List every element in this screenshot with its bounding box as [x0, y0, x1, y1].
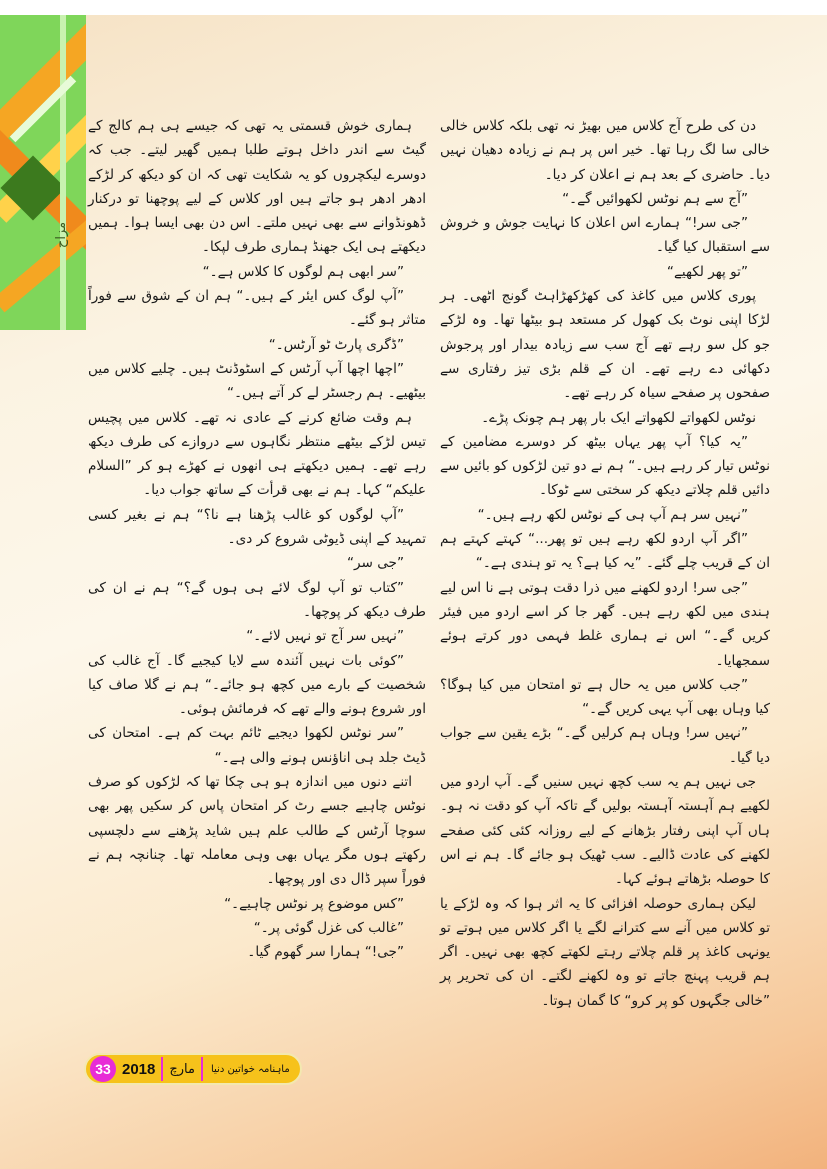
dialogue-paragraph: ”کوئی بات نہیں آئندہ سے لایا کیجیے گا۔ آج غالب کی شخصیت کے بارے میں کچھ ہو جائے۔“ ہم نے گلا صاف کیا اور شروع ہونے والے تھے کہ فرمائش ہوئی۔	[88, 652, 426, 718]
paragraph: اتنے دنوں میں اندازہ ہو ہی چکا تھا کہ لڑکوں کو صرف نوٹس چاہیے جسے رٹ کر امتحان پاس کر سکیں پھر بھی سوچا آرٹس کے طالب علم ہیں شاید پڑھنے سے دلچسپی رکھتے ہوں مگر یہاں بھی وہی معاملہ تھا۔ چنانچہ ہم نے فوراً سپر ڈال دی اور پوچھا۔	[88, 774, 426, 888]
dialogue-paragraph: ”اچھا اچھا آپ آرٹس کے اسٹوڈنٹ ہیں۔ چلیے کلاس میں بیٹھیے۔ ہم رجسٹر لے کر آتے ہیں۔“	[88, 360, 426, 402]
article-column-right	[440, 114, 770, 1013]
paragraph: لیکن ہماری حوصلہ افزائی کا یہ اثر ہوا کہ وہ لڑکے یا تو کلاس میں آنے سے کترانے لگے یا اگر کلاس میں ہوتے تو یونہی کاغذ پر قلم چلاتے رہتے لکھتے کچھ بھی نہیں۔ اگر ہم قریب پہنچ جاتے تو وہ لکھنے لگتے۔ ان کی تحریر پر ”خالی جگہوں کو پر کرو“ کا گمان ہوتا۔	[440, 895, 770, 1009]
dialogue-paragraph: ”آج سے ہم نوٹس لکھوائیں گے۔“	[562, 190, 748, 207]
paragraph: دن کی طرح آج کلاس میں بھیڑ نہ تھی بلکہ کلاس خالی خالی سا لگ رہا تھا۔ خیر اس پر ہم نے زیادہ دھیان نہیں دیا۔ حاضری کے بعد ہم نے اعلان کر دیا۔	[440, 118, 770, 183]
paragraph: ہماری خوش قسمتی یہ تھی کہ جیسے ہی ہم کالج کے گیٹ سے اندر داخل ہوتے طلبا ہمیں گھیر لیتے۔ جب کہ دوسرے لیکچروں کو یہ شکایت تھی کہ ان کو دیکھ کر لڑکے ادھر ادھر ہو جاتے ہیں اور کلاس کے لیے پوچھنا تو درکنار ڈھونڈوانے سے بھی نہیں ملتے۔ اس دن بھی ایسا ہوا۔ ہمیں دیکھتے ہی ایک جھنڈ ہماری طرف لپکا۔	[88, 118, 426, 256]
dialogue-paragraph: ”نہیں سر! وہاں ہم کرلیں گے۔“ بڑے یقین سے جواب دیا گیا۔	[440, 725, 770, 766]
dialogue-paragraph: ”نہیں سر آج تو نہیں لائے۔“	[246, 628, 404, 645]
issue-month: مارچ	[169, 1061, 195, 1077]
dialogue-paragraph: ”ڈگری پارٹ ٹو آرٹس۔“	[268, 336, 404, 353]
dialogue-paragraph: ”جی!“ ہمارا سر گھوم گیا۔	[247, 944, 404, 961]
dialogue-paragraph: ”سر ابھی ہم لوگوں کا کلاس ہے۔“	[202, 263, 404, 280]
dialogue-paragraph: ”جب کلاس میں یہ حال ہے تو امتحان میں کیا ہوگا؟ کیا وہاں بھی آپ یہی کریں گے۔“	[440, 676, 770, 718]
page-number: 33	[90, 1056, 116, 1082]
dialogue-paragraph: ”تو پھر لکھیے“	[666, 263, 748, 280]
dialogue-paragraph: ”آپ لوگوں کو غالب پڑھنا ہے نا؟“ ہم نے بغیر کسی تمہید کے اپنی ڈیوٹی شروع کر دی۔	[88, 506, 426, 548]
dialogue-paragraph: ”سر نوٹس لکھوا دیجیے ٹائم بہت کم ہے۔ امتحان کی ڈیٹ جلد ہی اناؤنس ہونے والی ہے۔“	[88, 725, 426, 766]
decorative-banner	[0, 15, 86, 330]
dialogue-paragraph: ”جی سر“	[346, 555, 404, 572]
article-column-left	[88, 114, 426, 964]
dialogue-paragraph: ”نہیں سر ہم آپ ہی کے نوٹس لکھ رہے ہیں۔“	[477, 506, 748, 523]
dialogue-paragraph: ”اگر آپ اردو لکھ رہے ہیں تو پھر...“ کہتے کہتے ہم ان کے قریب چلے گئے۔ ”یہ کیا ہے؟ یہ تو ہندی ہے۔“	[440, 531, 770, 572]
dialogue-paragraph: ”کتاب تو آپ لوگ لائے ہی ہوں گے؟“ ہم نے ان کی طرف دیکھ کر پوچھا۔	[88, 579, 426, 620]
dialogue-paragraph: ”جی سر!“ ہمارے اس اعلان کا نہایت جوش و خروش سے استقبال کیا گیا۔	[440, 215, 770, 256]
divider	[161, 1057, 163, 1081]
paragraph: جی نہیں ہم یہ سب کچھ نہیں سنیں گے۔ آپ اردو میں لکھیے ہم آہستہ آہستہ بولیں گے تاکہ آپ کو دقت نہ ہو۔ ہاں آپ اپنی رفتار بڑھانے کے لیے روزانہ کئی کئی صفحے لکھنے کی عادت ڈالیے۔ سب ٹھیک ہو جائے گا۔ ہم نے اس کا حوصلہ بڑھاتے ہوئے کہا۔	[440, 774, 770, 888]
issue-year: 2018	[122, 1060, 156, 1078]
page-footer	[84, 1053, 302, 1085]
dialogue-paragraph: ”غالب کی غزل گوئی پر۔“	[253, 919, 404, 936]
divider	[201, 1057, 203, 1081]
dialogue-paragraph: ”جی سر! اردو لکھنے میں ذرا دقت ہوتی ہے نا اس لیے ہندی میں لکھ رہے ہیں۔ گھر جا کر اسے اردو میں فیئر کریں گے۔“ اس نے ہماری غلط فہمی دور کرتے ہوئے سمجھایا۔	[440, 579, 770, 669]
magazine-name: ماہنامہ خواتین دنیا	[210, 1063, 290, 1075]
paragraph: نوٹس لکھواتے لکھواتے ایک بار پھر ہم چونک پڑے۔	[481, 409, 756, 426]
dialogue-paragraph: ”آپ لوگ کس ایئر کے ہیں۔“ ہم ان کے شوق سے فوراً متاثر ہو گئے۔	[88, 288, 426, 329]
section-label: مزاح	[53, 221, 69, 249]
paragraph: پوری کلاس میں کاغذ کی کھڑکھڑاہٹ گونج اٹھی۔ ہر لڑکا اپنی نوٹ بک کھول کر مستعد ہو بیٹھا تھا۔ وہ لڑکے جو کل سو رہے تھے آج سب سے زیادہ بیدار اور پرجوش دکھائی دے رہے تھے۔ ان کے قلم بڑی تیز رفتاری سے صفحوں پر صفحے سیاہ کر رہے تھے۔	[440, 288, 770, 402]
paragraph: ہم وقت ضائع کرنے کے عادی نہ تھے۔ کلاس میں پچیس تیس لڑکے بیٹھے منتظر نگاہوں سے دروازے کی طرف دیکھ رہے تھے۔ ہمیں دیکھتے ہی انھوں نے کھڑے ہو کر ”السلام علیکم“ کہا۔ ہم نے بھی قرأت کے ساتھ جواب دیا۔	[88, 409, 426, 499]
dialogue-paragraph: ”کس موضوع پر نوٹس چاہیے۔“	[224, 895, 404, 912]
dialogue-paragraph: ”یہ کیا؟ آپ پھر یہاں بیٹھ کر دوسرے مضامین کے نوٹس تیار کر رہے ہیں۔“ ہم نے دو تین لڑکوں کو بائیں سے دائیں قلم چلاتے دیکھ کر سختی سے ٹوکا۔	[440, 433, 770, 499]
